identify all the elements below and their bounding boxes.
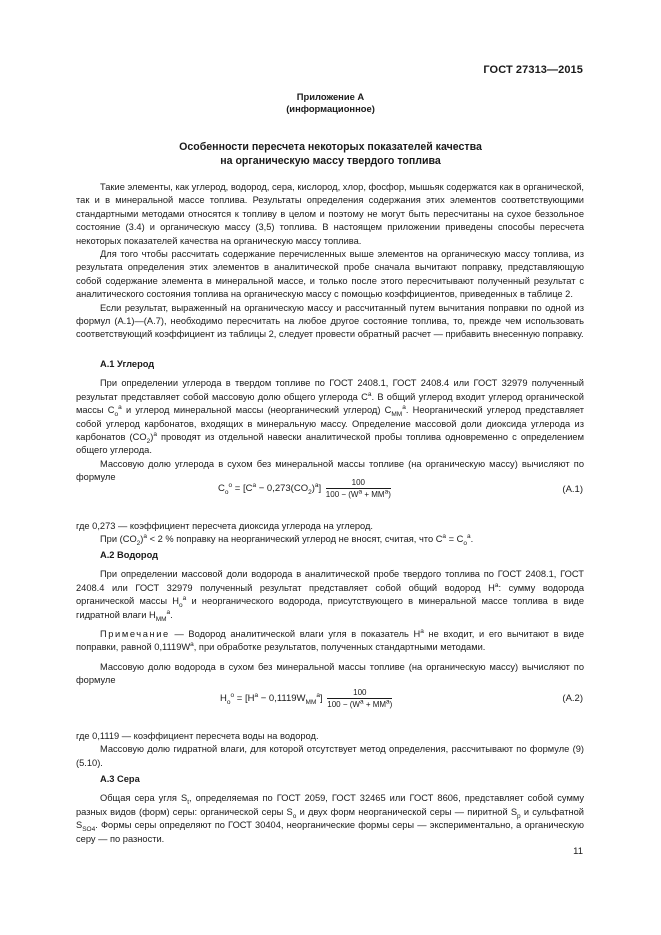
section-a2-paragraph-2: Массовую долю водорода в сухом без минеральной массы топливе (на органическую массу) вычисляют по формуле — [76, 661, 584, 686]
document-code: ГОСТ 27313—2015 — [483, 64, 583, 76]
formula-a2-number: (А.2) — [562, 693, 583, 704]
section-a2-paragraph-3: Массовую долю гидратной влаги, для которой отсутствует метод определения, рассчитывают по формуле (9) (5.10). — [76, 744, 584, 768]
section-a3-paragraph-1: Общая сера угля $S_t$, определяемая по ГОСТ 2059, ГОСТ 32465 или ГОСТ 8606, представляет собой сумму разных видов (форм) серы: органической серы $S_o$ и двух форм неорганической серы — пиритной $S_p$ и сульфатной $S_{SO4}$. Формы серы определяют по ГОСТ 30404, неорганические формы серы — экспериментально, а органическую серу — по разности. — [76, 793, 584, 844]
formula-a2-explanation: где 0,1119 — коэффициент пересчета воды на водород. — [76, 731, 319, 741]
section-a1-paragraph-1: При определении углерода в твердом топливе по ГОСТ 2408.1, ГОСТ 2408.4 или ГОСТ 32979 полученный результат представляет собой массовую долю общего углерода $C^a$. В общий углерод входит углерод органической массы $C_o^a$ и углерод минеральной массы (неорганический углерод) $C_{MM}^a$. Неорганический углерод представляет собой углерод карбонатов, входящих в минеральную массу. Определение массовой доли диоксида углерода из карбонатов $(CO_2)^a$ проводят из отдельной навески аналитической пробы топлива одновременно с определением общего углерода. — [76, 378, 584, 456]
formula-a1-explanation: где 0,273 — коэффициент пересчета диоксида углерода на углерод. — [76, 521, 374, 531]
section-a3-heading: А.3 Сера — [100, 774, 140, 784]
section-a1 — [76, 358, 584, 485]
intro-paragraph-2: Для того чтобы рассчитать содержание перечисленных выше элементов на органическую массу топлива, из результата определения этих элементов в аналитической пробе сначала вычитают поправку, представляющую собой содержание элемента в минеральной массе, и только после этого пересчитывают полученный результат с аналитического состояния топлива на органическую массу с помощью коэффициентов, приведенных в таблице 2. — [76, 249, 584, 300]
formula-a1-fraction: $\frac{100}{100 - (W^a + MM^a)}$ — [325, 478, 391, 499]
section-a3 — [76, 773, 584, 846]
formula-a2-fraction: $\frac{100}{100 - (W^a + MM^a)}$ — [327, 688, 393, 709]
section-a2-continued — [76, 730, 584, 770]
section-a2-paragraph-1: При определении массовой доли водорода в аналитической пробе твердого топлива по ГОСТ 2408.1, ГОСТ 2408.4 или ГОСТ 32979 полученный результат представляет собой общий водород $H^a$: сумму водорода органической массы $H_o^a$ и неорганического водорода, присутствующего в минеральной массе топлива в виде гидратной влаги $H_{MM}^a$. — [76, 569, 584, 623]
page-number: 11 — [573, 846, 583, 857]
formula-a1-number: (А.1) — [562, 484, 583, 495]
annex-label: Приложение А — [296, 91, 365, 102]
section-a2 — [76, 549, 584, 688]
intro-paragraph-1: Такие элементы, как углерод, водород, сера, кислород, хлор, фосфор, мышьяк содержатся как в органической, так и в минеральной массе топлива. Результаты определения содержания этих элементов соответствующими стандартными методами относятся к топливу в целом и поэтому не могут быть пересчитаны на сухое беззольное состояние (3.4) и органическую массу (3,5) топлива. В настоящем приложении приведены способы пересчета некоторых показателей качества на органическую массу топлива. — [76, 182, 584, 246]
section-a2-heading: А.2 Водород — [100, 550, 159, 560]
section-a1-paragraph-3: При $(CO_2)^a < 2$ % поправку на неорганический углерод не вносят, считая, что $C^a = C_o^a$. — [100, 533, 474, 548]
intro-section — [76, 181, 584, 342]
section-a1-paragraph-2: Массовую долю углерода в сухом без минеральной массы топливе (на органическую массу) вычисляют по формуле — [76, 458, 584, 483]
formula-a1: $C_o^o = [C^a - 0,273(CO_2)^a]$ $\frac{100}{100 - (W^a + MM^a)}$ — [218, 478, 391, 499]
section-a1-heading: А.1 Углерод — [100, 359, 155, 369]
intro-paragraph-3: Если результат, выраженный на органическую массу и рассчитанный путем вычитания поправки по одной из формул (А.1)—(А.7), необходимо пересчитать на любое другое состояние топлива, то, прежде чем использовать соответствующий коэффициент из таблицы 2, следует провести обратный расчет — прибавить внесенную поправку. — [76, 302, 584, 340]
annex-status: (информационное) — [286, 103, 375, 114]
section-a1-continued — [76, 520, 584, 547]
annex-title-line-2: на органическую массу твердого топлива — [220, 155, 441, 167]
annex-title-line-1: Особенности пересчета некоторых показателей качества — [179, 141, 482, 153]
section-a2-note: Примечание — Водород аналитической влаги угля в показатель $H^a$ не входит, и его вычитают в виде поправки, равной $0,1119W^a$, при обработке результатов, полученных стандартными методами. — [76, 627, 584, 653]
formula-a2: $H_o^o = [H^a - 0,1119W_{MM}^a]$ $\frac{100}{100 - (W^a + MM^a)}$ — [220, 688, 393, 709]
